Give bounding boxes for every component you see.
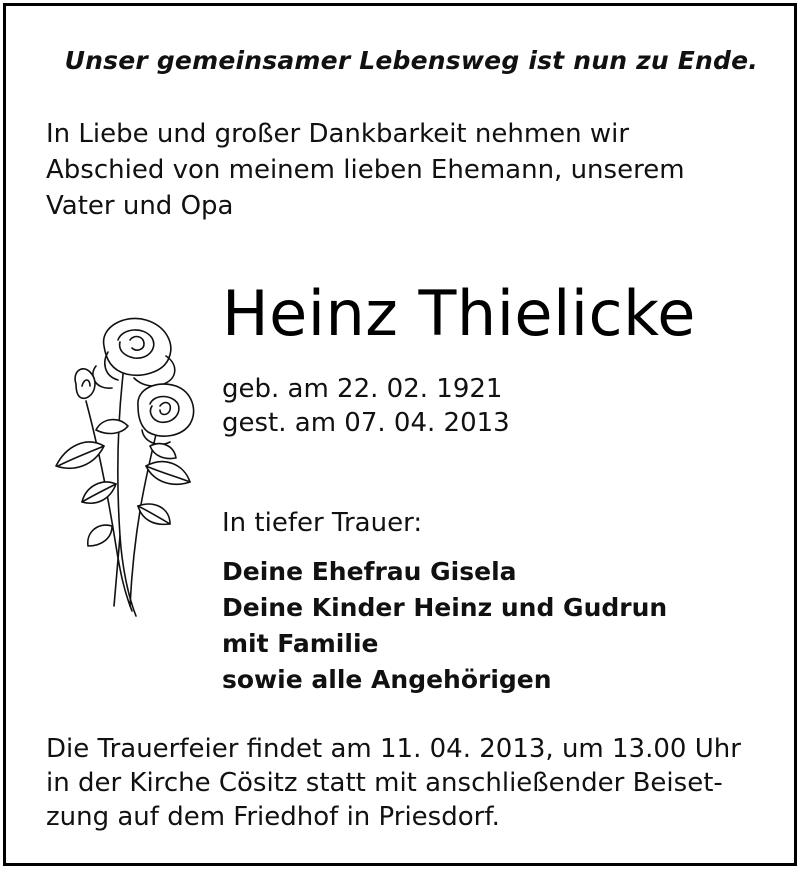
- death-date: gest. am 07. 04. 2013: [222, 408, 510, 438]
- funeral-line: Die Trauerfeier findet am 11. 04. 2013, um 13.00 Uhr: [46, 734, 741, 764]
- rose-icon: [46, 306, 206, 626]
- obituary-notice: [3, 3, 797, 866]
- mourner-line: mit Familie: [222, 629, 379, 658]
- mourner-line: sowie alle Angehörigen: [222, 665, 552, 694]
- mourner-line: Deine Kinder Heinz und Gudrun: [222, 593, 668, 622]
- mourning-label: In tiefer Trauer:: [222, 508, 423, 538]
- mourner-line: Deine Ehefrau Gisela: [222, 557, 517, 586]
- mourners-list: [222, 554, 667, 698]
- life-dates: [222, 372, 510, 440]
- funeral-notice: [46, 732, 758, 834]
- intro-line: In Liebe und großer Dankbarkeit nehmen wir: [46, 119, 630, 149]
- deceased-name: Heinz Thielicke: [222, 277, 696, 350]
- funeral-line: zung auf dem Friedhof in Priesdorf.: [46, 802, 500, 832]
- intro-text: [46, 116, 758, 224]
- birth-date: geb. am 22. 02. 1921: [222, 374, 503, 404]
- intro-line: Abschied von meinem lieben Ehemann, unserem: [46, 155, 685, 185]
- funeral-line: in der Kirche Cösitz statt mit anschließender Beiset-: [46, 768, 723, 798]
- headline: Unser gemeinsamer Lebensweg ist nun zu Ende.: [64, 46, 758, 75]
- intro-line: Vater und Opa: [46, 191, 234, 221]
